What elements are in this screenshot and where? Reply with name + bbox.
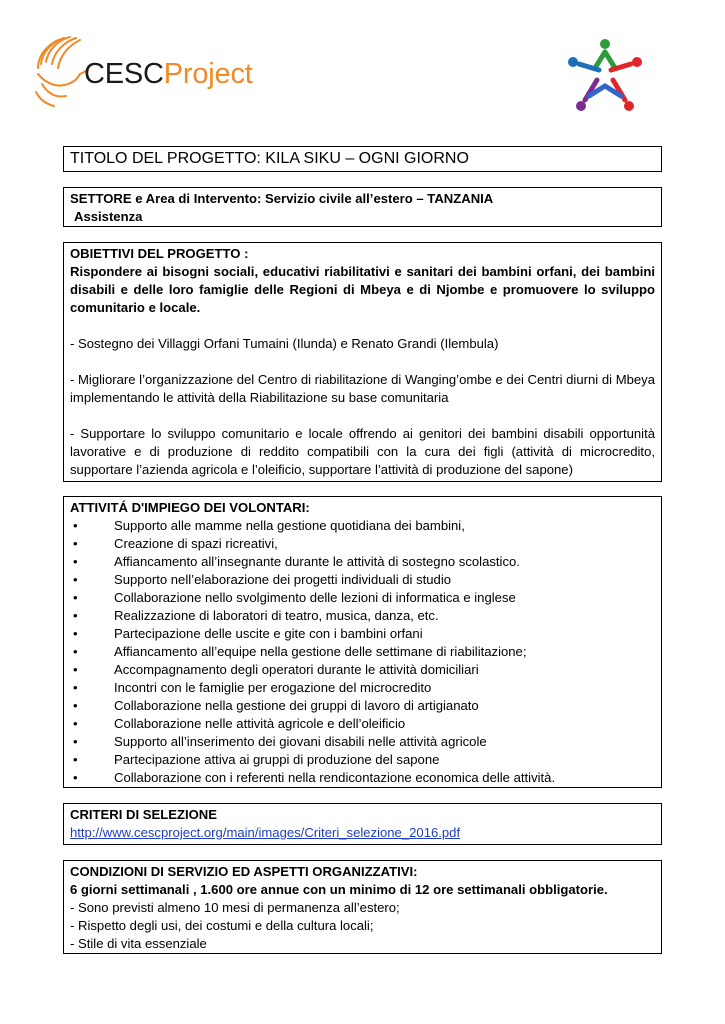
list-item: • Supporto all’inserimento dei giovani disabili nelle attività agricole xyxy=(70,733,655,751)
logo-project-text: Project xyxy=(163,58,253,90)
list-item: • Partecipazione delle uscite e gite con i bambini orfani xyxy=(70,625,655,643)
attivita-box xyxy=(63,496,662,788)
condizioni-line-1: - Sono previsti almeno 10 mesi di permanenza all’estero; xyxy=(70,900,400,915)
condizioni-line-2: - Rispetto degli usi, dei costumi e della cultura locali; xyxy=(70,918,374,933)
list-item: • Collaborazione nella gestione dei gruppi di lavoro di artigianato xyxy=(70,697,655,715)
list-item: • Realizzazione di laboratori di teatro, musica, danza, etc. xyxy=(70,607,655,625)
obiettivo-point-2: - Migliorare l’organizzazione del Centro di riabilitazione di Wanging’ombe e dei Centri diurni di Mbeya implementando le attività della Riabilitazione su base comunitaria xyxy=(70,372,655,405)
project-title: TITOLO DEL PROGETTO: KILA SIKU – OGNI GIORNO xyxy=(70,150,469,167)
condizioni-hours: 6 giorni settimanali , 1.600 ore annue con un minimo di 12 ore settimanali obbligatorie. xyxy=(70,882,608,897)
criteri-heading: CRITERI DI SELEZIONE xyxy=(70,807,217,822)
obiettivo-point-3: - Supportare lo sviluppo comunitario e locale offrendo ai genitori dei bambini disabili opportunità lavorative e di produzione di reddito compatibili con la cura dei figli (attività di microcredito, supportare l’azienda agricola e l’oleificio, supportare l’attività di produzione del sapone) xyxy=(70,426,655,477)
dove-icon xyxy=(32,34,92,110)
list-item: • Supporto nell’elaborazione dei progetti individuali di studio xyxy=(70,571,655,589)
condizioni-box xyxy=(63,860,662,954)
obiettivo-point-1: - Sostegno dei Villaggi Orfani Tumaini (Ilunda) e Renato Grandi (Ilembula) xyxy=(70,336,499,351)
star-people-emblem-icon xyxy=(565,34,645,112)
list-item: • Collaborazione con i referenti nella rendicontazione economica delle attività. xyxy=(70,769,655,787)
list-item: • Creazione di spazi ricreativi, xyxy=(70,535,655,553)
settore-box xyxy=(63,187,662,227)
list-item: • Accompagnamento degli operatori durante le attività domiciliari xyxy=(70,661,655,679)
list-item: • Collaborazione nelle attività agricole e dell’oleificio xyxy=(70,715,655,733)
criteri-link[interactable]: http://www.cescproject.org/main/images/Criteri_selezione_2016.pdf xyxy=(70,825,461,840)
criteri-box xyxy=(63,803,662,845)
settore-line: SETTORE e Area di Intervento: Servizio civile all’estero – TANZANIA xyxy=(70,191,494,206)
list-item: • Affiancamento all’insegnante durante le attività di sostegno scolastico. xyxy=(70,553,655,571)
obiettivi-main: Rispondere ai bisogni sociali, educativi riabilitativi e sanitari dei bambini orfani, dei bambini disabili e delle loro famiglie delle Regioni di Mbeya e di Njombe e promuovere lo sviluppo comunitario e locale. xyxy=(70,264,655,315)
list-item: • Incontri con le famiglie per erogazione del microcredito xyxy=(70,679,655,697)
cesc-project-logo xyxy=(32,34,272,110)
obiettivi-box xyxy=(63,242,662,482)
attivita-heading: ATTIVITÁ D'IMPIEGO DEI VOLONTARI: xyxy=(70,500,310,515)
condizioni-line-3: - Stile di vita essenziale xyxy=(70,936,207,951)
condizioni-heading: CONDIZIONI DI SERVIZIO ED ASPETTI ORGANIZZATIVI: xyxy=(70,864,418,879)
list-item: • Affiancamento all’equipe nella gestione delle settimane di riabilitazione; xyxy=(70,643,655,661)
obiettivi-heading: OBIETTIVI DEL PROGETTO : xyxy=(70,246,249,261)
logo-cesc-text: CESC xyxy=(84,58,164,90)
list-item: • Collaborazione nello svolgimento delle lezioni di informatica e inglese xyxy=(70,589,655,607)
project-title-box xyxy=(63,146,662,172)
list-item: • Partecipazione attiva ai gruppi di produzione del sapone xyxy=(70,751,655,769)
list-item: • Supporto alle mamme nella gestione quotidiana dei bambini, xyxy=(70,517,655,535)
settore-area: Assistenza xyxy=(74,209,143,224)
attivita-list xyxy=(70,517,655,787)
